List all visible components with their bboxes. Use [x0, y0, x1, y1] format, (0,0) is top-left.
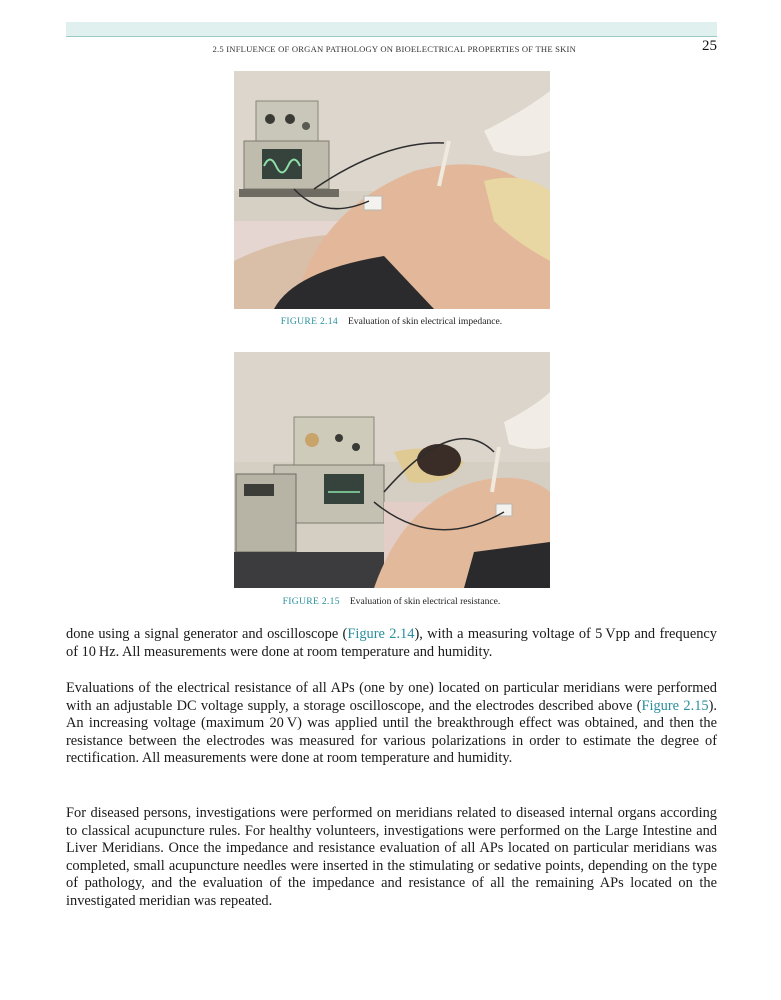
page-number: 25	[702, 38, 717, 54]
figure-2-14-caption	[66, 316, 717, 327]
caption-text: Evaluation of skin electrical resistance.	[349, 596, 501, 607]
header-rule	[66, 36, 717, 37]
figure-2-15-caption	[66, 596, 717, 607]
paragraph-1	[66, 626, 717, 661]
figure-label: FIGURE 2.15	[282, 596, 340, 607]
figure-2-15-link[interactable]: Figure 2.15	[641, 697, 709, 714]
running-head: 2.5 INFLUENCE OF ORGAN PATHOLOGY ON BIOELECTRICAL PROPERTIES OF THE SKIN	[212, 44, 576, 54]
figure-label: FIGURE 2.14	[280, 316, 338, 327]
paragraph-text: Evaluations of the electrical resistance of all APs (one by one) located on particular meridians were performed with an adjustable DC voltage supply, a storage oscilloscope, and the electrodes described above (	[66, 680, 717, 714]
paragraph-3: For diseased persons, investigations were performed on meridians related to diseased internal organs according to classical acupuncture rules. For healthy volunteers, investigations were performed on the Large Intestine and Liver Meridians. Once the impedance and resistance evaluation of all APs located on particular meridians was completed, small acupuncture needles were inserted in the stimulating or sedative points, depending on the type of pathology, and the evaluation of the impedance and resistance of all the remaining APs located on the investigated meridian was repeated.	[66, 805, 717, 909]
paragraph-text: done using a signal generator and oscilloscope (	[66, 626, 348, 642]
figure-2-14-photo	[234, 71, 550, 309]
paragraph-text: ). An increasing voltage (maximum 20 V) was applied until the breakthrough effect was obtained, and then the resistance between the electrodes was measured for various polarizations in order to estimate the degree of rectification. All measurements were done at room temperature and humidity.	[66, 697, 717, 767]
figure-2-14-link[interactable]: Figure 2.14	[347, 626, 415, 642]
figure-2-15-photo	[234, 352, 550, 588]
paragraph-2	[66, 680, 717, 768]
header-band	[66, 22, 717, 36]
paragraph-text: ), with a measuring voltage of 5 Vpp and frequency of 10 Hz. All measurements were done at room temperature and humidity.	[66, 626, 717, 660]
caption-text: Evaluation of skin electrical impedance.	[347, 316, 503, 327]
